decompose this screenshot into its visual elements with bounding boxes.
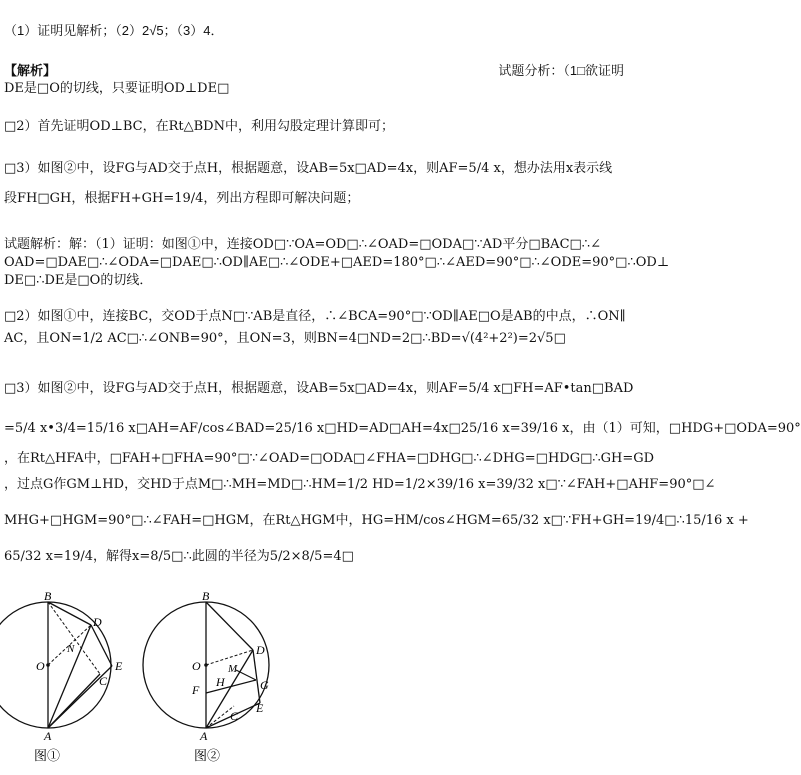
fig2-fg [206,680,256,693]
fig1-label-C: C [99,674,108,688]
fig2-label-A: A [200,729,208,743]
fig2-label-G: G [260,678,269,692]
solution-line-7: =5/4 x•3/4=15/16 x□AH=AF/cos∠BAD=25/16 x□HD=AD□AH=4x□25/16 x=39/16 x，由（1）可知，□HDG+□ODA=90° [4,421,801,436]
fig1-bc [48,602,100,674]
fig2-label-M: M [228,663,238,675]
solution-line-2: OAD=□DAE□∴∠ODA=□DAE□∴OD∥AE□∴∠ODE+□AED=180°□∴∠AED=90°□∴∠ODE=90°□∴OD⊥ [4,255,670,270]
fig2-label-O: O [192,659,201,673]
fig2-de [253,650,260,703]
fig2-label-D: D [256,643,265,657]
fig1-label-N: N [67,643,75,655]
figure-2 [148,588,308,768]
fig2-gm [236,670,256,680]
fig1-ad [48,625,91,728]
fig2-label-C: C [230,709,239,723]
analysis-line-2: □2）首先证明OD⊥BC，在Rt△BDN中，利用勾股定理计算即可； [4,119,394,134]
solution-line-1: 试题解析：解：（1）证明：如图①中，连接OD□∵OA=OD□∴∠OAD=□ODA□∵AD平分□BAC□∴∠ [4,237,601,252]
solution-line-3: DE□∴DE是□O的切线． [4,273,153,288]
fig1-label-O: O [36,659,45,673]
fig2-caption: 图② [194,748,221,763]
answer-line: （1）证明见解析；（2）2√5；（3）4． [4,23,224,38]
fig2-label-B: B [202,589,210,603]
analysis-line-3: □3）如图②中，设FG与AD交于点H，根据题意，设AB=5x□AD=4x，则AF=5/4 x，想办法用x表示线 [4,161,613,176]
analysis-intro: 试题分析：（1□欲证明 [498,63,624,78]
fig1-label-A: A [44,729,52,743]
fig1-caption: 图① [34,748,61,763]
analysis-heading: 【解析】 [4,63,57,78]
analysis-line-1: DE是□O的切线，只要证明OD⊥DE□ [4,81,230,96]
fig2-label-E: E [256,701,264,715]
solution-line-6: □3）如图②中，设FG与AD交于点H，根据题意，设AB=5x□AD=4x，则AF=5/4 x□FH=AF•tan□BAD [4,381,634,396]
figure-1 [0,588,160,768]
fig1-ac [48,674,100,728]
solution-line-10: MHG+□HGM=90°□∴∠FAH=□HGM，在Rt△HGM中，HG=HM/cos∠HGM=65/32 x□∵FH+GH=19/4□∴15/16 x + [4,513,749,528]
solution-line-5: AC，且ON=1/2 AC□∴∠ONB=90°，且ON=3，则BN=4□ND=2□∴BD=√(4²+2²)=2√5□ [4,331,566,346]
solution-line-8: ，在Rt△HFA中，□FAH+□FHA=90°□∵∠OAD=□ODA□∠FHA=□DHG□∴∠DHG=□HDG□∴GH=GD [4,451,655,466]
fig1-label-E: E [115,659,123,673]
fig1-label-D: D [93,615,102,629]
fig1-label-B: B [44,589,52,603]
solution-line-4: □2）如图①中，连接BC，交OD于点N□∵AB是直径，∴∠BCA=90°□∵OD∥AE□O是AB的中点，∴ON∥ [4,309,626,324]
solution-line-11: 65/32 x=19/4，解得x=8/5□∴此圆的半径为5/2×8/5=4□ [4,549,354,564]
fig2-bd [206,602,253,650]
analysis-line-4: 段FH□GH，根据FH+GH=19/4，列出方程即可解决问题； [4,191,360,206]
solution-line-9: ，过点G作GM⊥HD，交HD于点M□∴MH=MD□∴HM=1/2 HD=1/2×39/16 x=39/32 x□∵∠FAH+□AHF=90°□∠ [4,477,716,492]
fig2-label-F: F [192,683,200,697]
fig2-label-H: H [216,675,225,689]
